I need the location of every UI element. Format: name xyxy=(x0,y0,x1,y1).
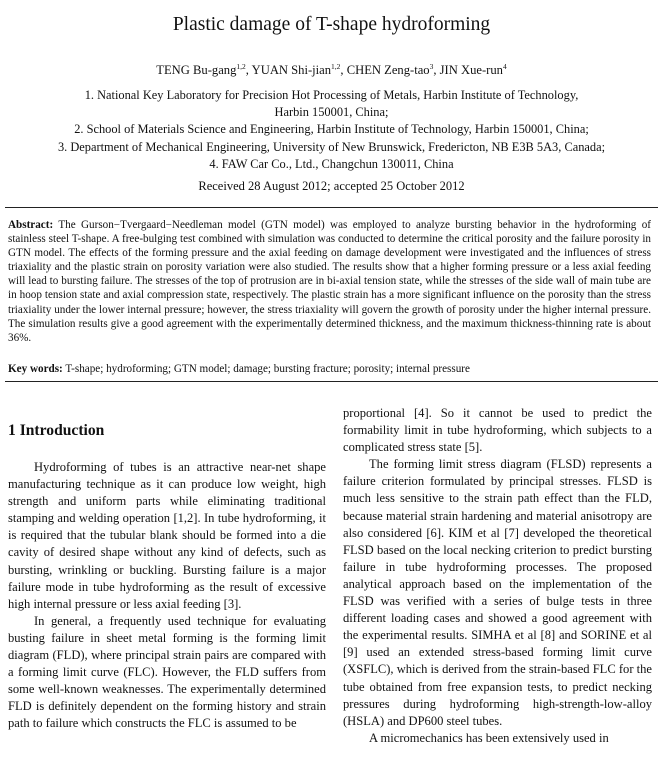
abstract-text: The Gurson−Tvergaard−Needleman model (GTN model) was employed to analyze bursting behavior in the hydroforming of stainless steel T-shape. A free-bulging test combined with simulation was conducted to determine the critical porosity and the failure porosity in GTN model. The effects of the forming pressure and the axial feeding on damage development were investigated and the influences of stress triaxiality and the plastic strain on porosity variation were also studied. The results show that a higher forming pressure or a less axial feeding will lead to bursting failure. The stresses of the top of protrusion are in bi-axial tension state, while the stresses of the side wall of main tube are in hoop tension state and axial compression state, respectively. The plastic strain has a more significant influence on the porosity than the stress triaxiality under the lower internal pressure; however, the stress triaxiality will govern the growth of porosity under the higher internal pressure. The simulation results give a good agreement with the experimentally determined thickness, and the maximum thickness-thinning rate is about 36%. xyxy=(8,219,651,344)
author-name: JIN Xue-run xyxy=(439,63,503,77)
author-affiliation-mark: 3 xyxy=(429,62,434,71)
paragraph: Hydroforming of tubes is an attractive near-net shape manufacturing technique as it can produce low weight, high strength and uniform parts while eliminating traditional stamping and welding operation [1,2]. In tube hydroforming, it is required that the tubular blank should be formed into a die cavity of desired shape without any kind of defects, such as bursting, wrinkling or buckling. Bursting failure is a major failure mode in tube hydroforming as the result of excessive high internal pressure or less axial feeding [3]. xyxy=(8,460,326,611)
author-separator: , xyxy=(433,63,440,77)
affiliation-line: 1. National Key Laboratory for Precision Hot Processing of Metals, Harbin Institute of Technology, xyxy=(84,88,579,102)
keywords-label: Key words: xyxy=(8,363,63,375)
keywords-block xyxy=(8,362,651,376)
author-name: YUAN Shi-jian xyxy=(251,63,332,77)
right-column xyxy=(343,405,652,747)
paragraph: In general, a frequently used technique for evaluating busting failure in sheet metal forming is the forming limit diagram (FLD), where principal strain pairs are compared with a forming limit curve (FLC). However, the FLD suffers from some well-known weaknesses. The experimentally determined FLD is definitely dependent on the forming history and strain path to failure which constructs the FLC is assumed to be xyxy=(8,613,326,731)
section-heading: 1 Introduction xyxy=(8,422,105,439)
author-separator: , xyxy=(245,63,252,77)
affiliation-line: 4. FAW Car Co., Ltd., Changchun 130011, China xyxy=(209,156,454,171)
paragraph: The forming limit stress diagram (FLSD) represents a failure criterion formulated by principal stresses. FLSD is much less sensitive to the strain path effect than the FLD, because material strain hardening and material anisotropy are also considered [6]. KIM et al [7] developed the theoretical FLSD based on the local necking criterion to predict bursting failure in tube hydroforming processes. The proposed analytical approach based on the implementation of the FLSD was verified with a series of bulge tests in three different loading cases and showed a good agreement with the experimental results. SIMHA et al [8] and SORINE et al [9] used an extended stress-based forming limit curve (XSFLC), which is derived from the strain-based FLC for the tube obtained from free expansion tests, to predict necking pressures during hydroforming high-strength-low-alloy (HSLA) and DP600 steel tubes. xyxy=(343,457,652,728)
affiliation-line: Harbin 150001, China; xyxy=(274,105,389,120)
author-list xyxy=(0,62,663,78)
author-name: TENG Bu-gang xyxy=(156,63,237,77)
affiliation-line: 3. Department of Mechanical Engineering, University of New Brunswick, Fredericton, NB E3B 5A3, Canada; xyxy=(57,139,606,154)
abstract-top-rule xyxy=(5,207,658,208)
author-separator: , xyxy=(340,63,347,77)
author-affiliation-mark: 1,2 xyxy=(236,62,246,71)
abstract-label: Abstract: xyxy=(8,219,54,231)
abstract-bottom-rule xyxy=(5,381,658,382)
abstract-block xyxy=(8,218,651,345)
paper-title: Plastic damage of T-shape hydroforming xyxy=(172,14,491,35)
left-column xyxy=(8,459,326,733)
keywords-text: T-shape; hydroforming; GTN model; damage; bursting fracture; porosity; internal pressure xyxy=(65,363,470,375)
author-name: CHEN Zeng-tao xyxy=(346,63,430,77)
affiliation-list xyxy=(0,87,663,173)
author-affiliation-mark: 4 xyxy=(502,62,507,71)
author-affiliation-mark: 1,2 xyxy=(331,62,341,71)
paragraph: A micromechanics has been extensively used in xyxy=(369,730,609,745)
paragraph-continuation: proportional [4]. So it cannot be used to predict the formability limit in tube hydroforming, which subjects to a complicated stress state [5]. xyxy=(343,406,652,455)
received-dates: Received 28 August 2012; accepted 25 October 2012 xyxy=(198,179,465,193)
affiliation-line: 2. School of Materials Science and Engineering, Harbin Institute of Technology, Harbin 150001, China; xyxy=(74,122,589,137)
